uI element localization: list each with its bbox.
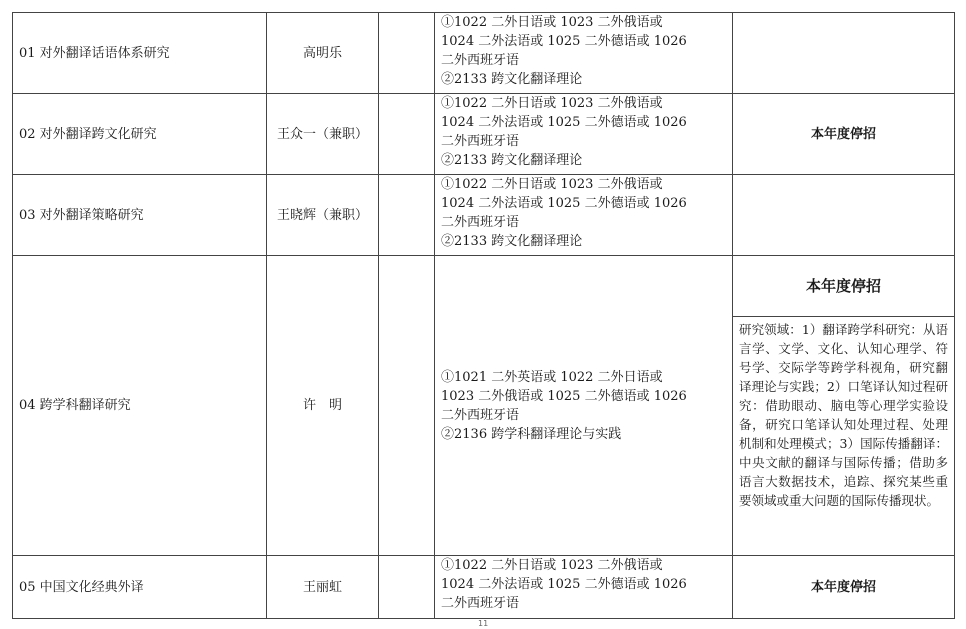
exam-line: 1024 二外法语或 1025 二外德语或 1026 xyxy=(441,34,687,49)
table-row xyxy=(13,256,955,556)
enrollment-suspended-note: 本年度停招 xyxy=(733,94,955,175)
research-direction: 04 跨学科翻译研究 xyxy=(13,256,267,556)
table-row xyxy=(13,175,955,256)
table-row xyxy=(13,13,955,94)
exam-line: 1024 二外法语或 1025 二外德语或 1026 xyxy=(441,115,687,130)
exam-subjects xyxy=(435,556,733,619)
enrollment-suspended-note: 本年度停招 xyxy=(733,256,954,317)
exam-line: ①1022 二外日语或 1023 二外俄语或 xyxy=(441,558,663,573)
research-direction: 02 对外翻译跨文化研究 xyxy=(13,94,267,175)
exam-line: 二外西班牙语 xyxy=(441,596,520,611)
exam-line: ①1022 二外日语或 1023 二外俄语或 xyxy=(441,177,663,192)
research-direction: 03 对外翻译策略研究 xyxy=(13,175,267,256)
empty-cell xyxy=(379,13,435,94)
exam-line: 二外西班牙语 xyxy=(441,134,520,149)
exam-line: 二外西班牙语 xyxy=(441,53,520,68)
research-direction: 05 中国文化经典外译 xyxy=(13,556,267,619)
table-row xyxy=(13,94,955,175)
exam-subjects xyxy=(435,175,733,256)
exam-line: 二外西班牙语 xyxy=(441,215,520,230)
research-field-description: 研究领域：1）翻译跨学科研究：从语言学、文学、文化、认知心理学、符号学、交际学等跨学科视角，研究翻译理论与实践；2）口笔译认知过程研究：借助眼动、脑电等心理学实验设备，研究口笔译认知处理过程、处理机制和处理模式；3）国际传播翻译：中央文献的翻译与国际传播；借助多语言大数据技术，追踪、探究某些重要领域或重大问题的国际传播现状。 xyxy=(739,322,948,508)
exam-subjects xyxy=(435,13,733,94)
exam-line: 1023 二外俄语或 1025 二外德语或 1026 xyxy=(441,388,687,404)
research-direction: 01 对外翻译话语体系研究 xyxy=(13,13,267,94)
table-row xyxy=(13,556,955,619)
exam-subjects xyxy=(435,94,733,175)
empty-cell xyxy=(379,175,435,256)
exam-line: 1024 二外法语或 1025 二外德语或 1026 xyxy=(441,577,687,592)
supervisor-name: 王众一（兼职） xyxy=(267,94,379,175)
supervisor-name: 高明乐 xyxy=(267,13,379,94)
exam-line: ②2133 跨文化翻译理论 xyxy=(441,153,583,168)
enrollment-suspended-note: 本年度停招 xyxy=(733,556,955,619)
supervisor-name: 王丽虹 xyxy=(267,556,379,619)
program-table xyxy=(12,12,955,619)
supervisor-name: 王晓辉（兼职） xyxy=(267,175,379,256)
remark-cell xyxy=(733,175,955,256)
supervisor-name: 许 明 xyxy=(267,256,379,556)
page-number: 11 xyxy=(478,619,489,628)
empty-cell xyxy=(379,556,435,619)
exam-line: ②2136 跨学科翻译理论与实践 xyxy=(441,426,622,442)
remark-cell xyxy=(733,13,955,94)
remark-cell xyxy=(733,256,955,556)
exam-line: ①1021 二外英语或 1022 二外日语或 xyxy=(441,369,663,385)
exam-line: ①1022 二外日语或 1023 二外俄语或 xyxy=(441,96,663,111)
empty-cell xyxy=(379,94,435,175)
exam-line: ①1022 二外日语或 1023 二外俄语或 xyxy=(441,15,663,30)
exam-line: 二外西班牙语 xyxy=(441,407,520,423)
exam-subjects xyxy=(435,256,733,556)
empty-cell xyxy=(379,256,435,556)
exam-line: 1024 二外法语或 1025 二外德语或 1026 xyxy=(441,196,687,211)
exam-line: ②2133 跨文化翻译理论 xyxy=(441,234,583,249)
exam-line: ②2133 跨文化翻译理论 xyxy=(441,72,583,87)
